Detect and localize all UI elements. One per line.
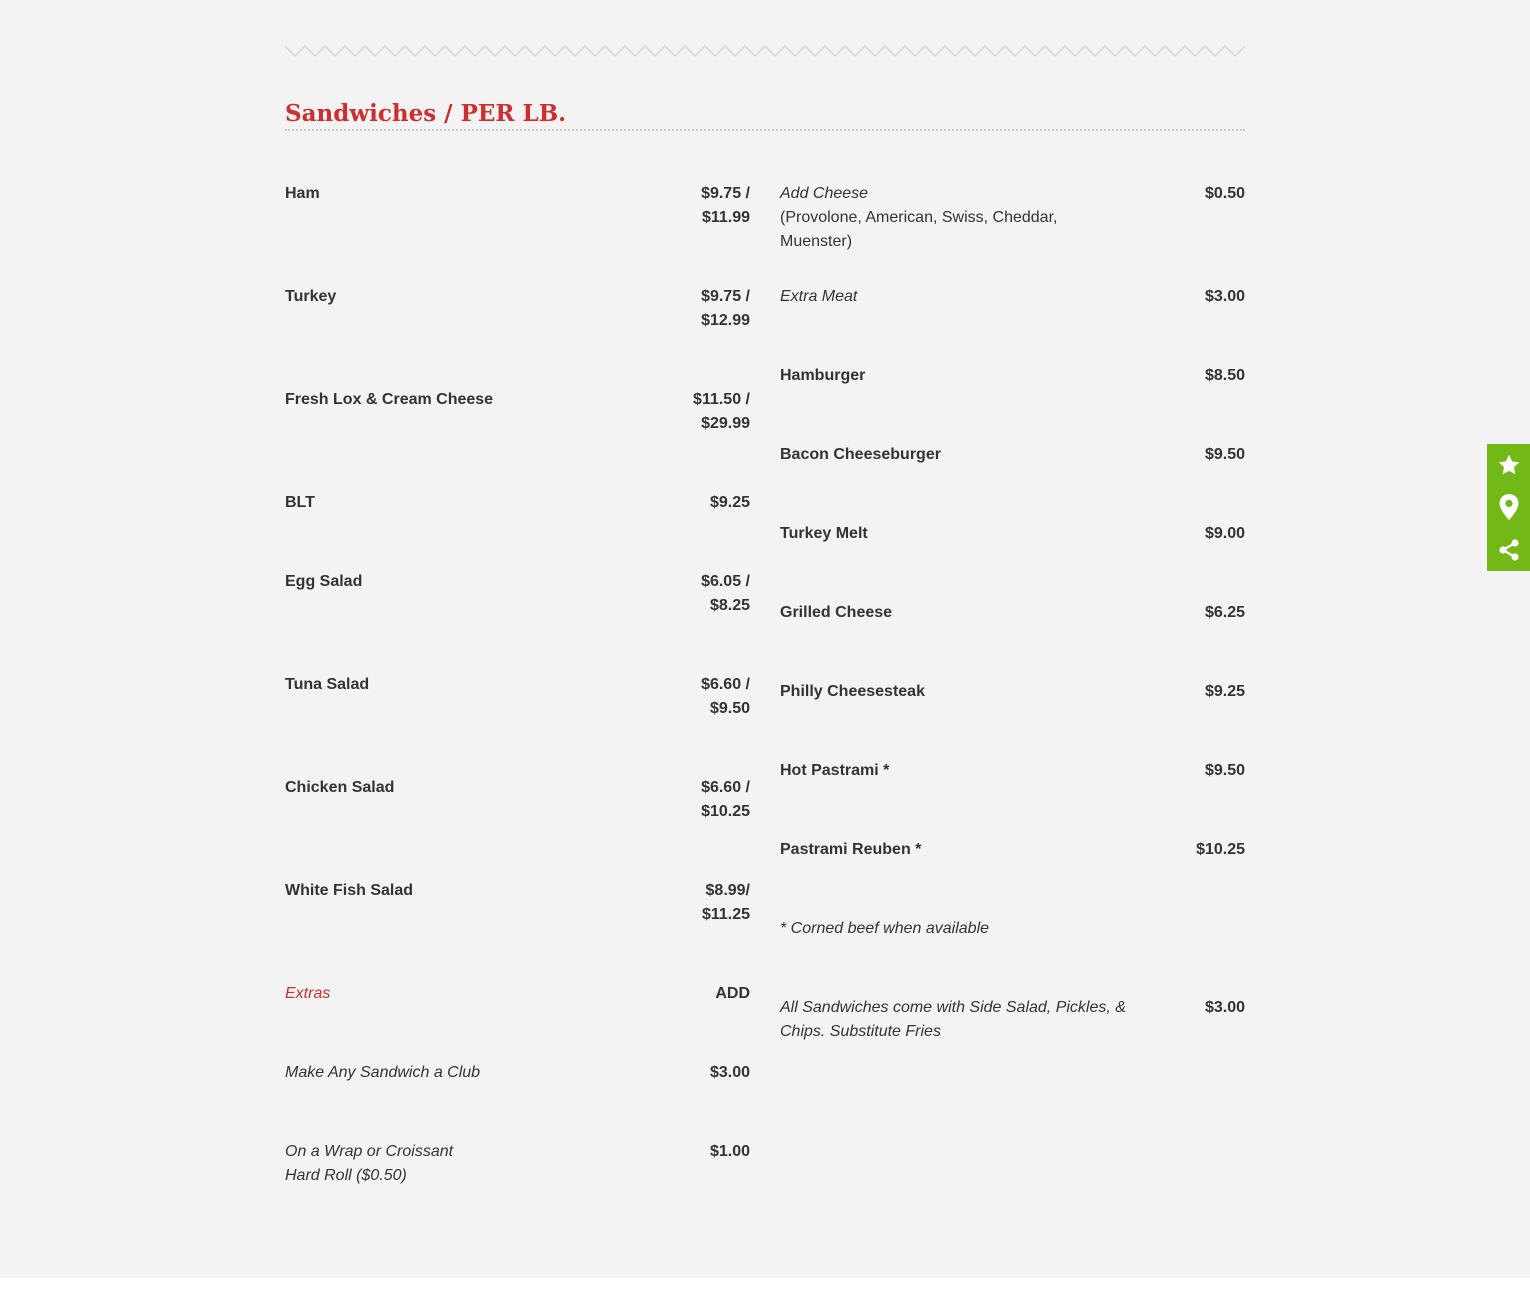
item-name: Pastrami Reuben * [780, 841, 922, 858]
section-title: Sandwiches / PER LB. [285, 100, 567, 127]
menu-item-turkey-melt [780, 522, 1245, 546]
item-name: Hamburger [780, 367, 866, 384]
item-name: Bacon Cheeseburger [780, 446, 941, 463]
sides-note [780, 996, 1245, 1044]
extras-header [285, 982, 750, 1006]
menu-item-bacon-cheeseburger [780, 443, 1245, 467]
item-name: Chicken Salad [285, 779, 395, 796]
favorite-button[interactable] [1487, 445, 1530, 485]
corned-beef-note [780, 917, 1245, 941]
side-toolbar [1487, 444, 1530, 571]
menu-item-philly-cheesesteak [780, 680, 1245, 704]
menu-item-chicken-salad [285, 776, 750, 824]
item-name: Egg Salad [285, 573, 363, 590]
item-price: $9.00 [1204, 525, 1245, 542]
item-name: Fresh Lox & Cream Cheese [285, 391, 494, 408]
item-name: Extra Meat [780, 288, 858, 305]
item-price: $1.00 [709, 1143, 750, 1160]
item-name: BLT [285, 494, 315, 511]
menu-item-turkey [285, 285, 750, 333]
location-button[interactable] [1487, 487, 1530, 527]
menu-item-hamburger [780, 364, 1245, 388]
title-underline [285, 129, 1245, 131]
item-name: Philly Cheesesteak [780, 683, 925, 700]
menu-item-white-fish-salad [285, 879, 750, 927]
item-name: Make Any Sandwich a Club [285, 1064, 481, 1081]
item-name: Tuna Salad [285, 676, 370, 693]
menu-item-ham [285, 182, 750, 230]
item-price: $6.25 [1204, 604, 1245, 621]
map-pin-icon [1498, 493, 1520, 521]
item-price: $9.25 [709, 494, 750, 511]
menu-item-blt [285, 491, 750, 515]
menu-item-tuna-salad [285, 673, 750, 721]
item-price: $6.60 / $10.25 [701, 779, 750, 820]
item-name: Add Cheese (Provolone, American, Swiss, Cheddar, Muenster) [780, 182, 1130, 254]
note-text: All Sandwiches come with Side Salad, Pickles, & Chips. Substitute Fries [780, 999, 1126, 1040]
item-name: White Fish Salad [285, 882, 414, 899]
item-price: $11.50 / $29.99 [693, 391, 750, 432]
item-price: $3.00 [709, 1064, 750, 1081]
menu-item-grilled-cheese [780, 601, 1245, 625]
extras-add-label: ADD [715, 985, 750, 1002]
note-text: * Corned beef when available [780, 920, 990, 937]
share-button[interactable] [1487, 530, 1530, 570]
extra-club [285, 1061, 750, 1085]
item-name: Hot Pastrami * [780, 762, 890, 779]
item-name: Grilled Cheese [780, 604, 893, 621]
item-price: $9.25 [1204, 683, 1245, 700]
item-price: $3.00 [1204, 999, 1245, 1016]
menu-item-extra-meat [780, 285, 1245, 309]
item-name: Turkey [285, 288, 337, 305]
item-description: (Provolone, American, Swiss, Cheddar, Muenster) [780, 209, 1058, 250]
item-price: $9.75 / $12.99 [701, 288, 750, 329]
extra-wrap [285, 1140, 750, 1188]
item-name: Ham [285, 185, 320, 202]
extras-label: Extras [285, 985, 331, 1002]
item-name: Turkey Melt [780, 525, 868, 542]
share-icon [1497, 538, 1521, 562]
menu-item-pastrami-reuben [780, 838, 1245, 862]
item-price: $9.50 [1204, 446, 1245, 463]
item-price: $8.50 [1204, 367, 1245, 384]
item-price: $9.75 / $11.99 [701, 185, 750, 226]
item-price: $9.50 [1204, 762, 1245, 779]
item-price: $10.25 [1196, 841, 1245, 858]
menu-item-add-cheese [780, 182, 1245, 254]
star-icon [1497, 453, 1521, 477]
item-price: $6.05 / $8.25 [701, 573, 750, 614]
item-price: $8.99/ $11.25 [701, 882, 750, 923]
item-price: $6.60 / $9.50 [701, 676, 750, 717]
menu-item-egg-salad [285, 570, 750, 618]
zigzag-divider [285, 44, 1245, 58]
item-price: $0.50 [1204, 185, 1245, 202]
menu-item-hot-pastrami [780, 759, 1245, 783]
item-name: On a Wrap or Croissant Hard Roll ($0.50) [285, 1143, 454, 1184]
menu-item-fresh-lox [285, 388, 750, 436]
item-price: $3.00 [1204, 288, 1245, 305]
